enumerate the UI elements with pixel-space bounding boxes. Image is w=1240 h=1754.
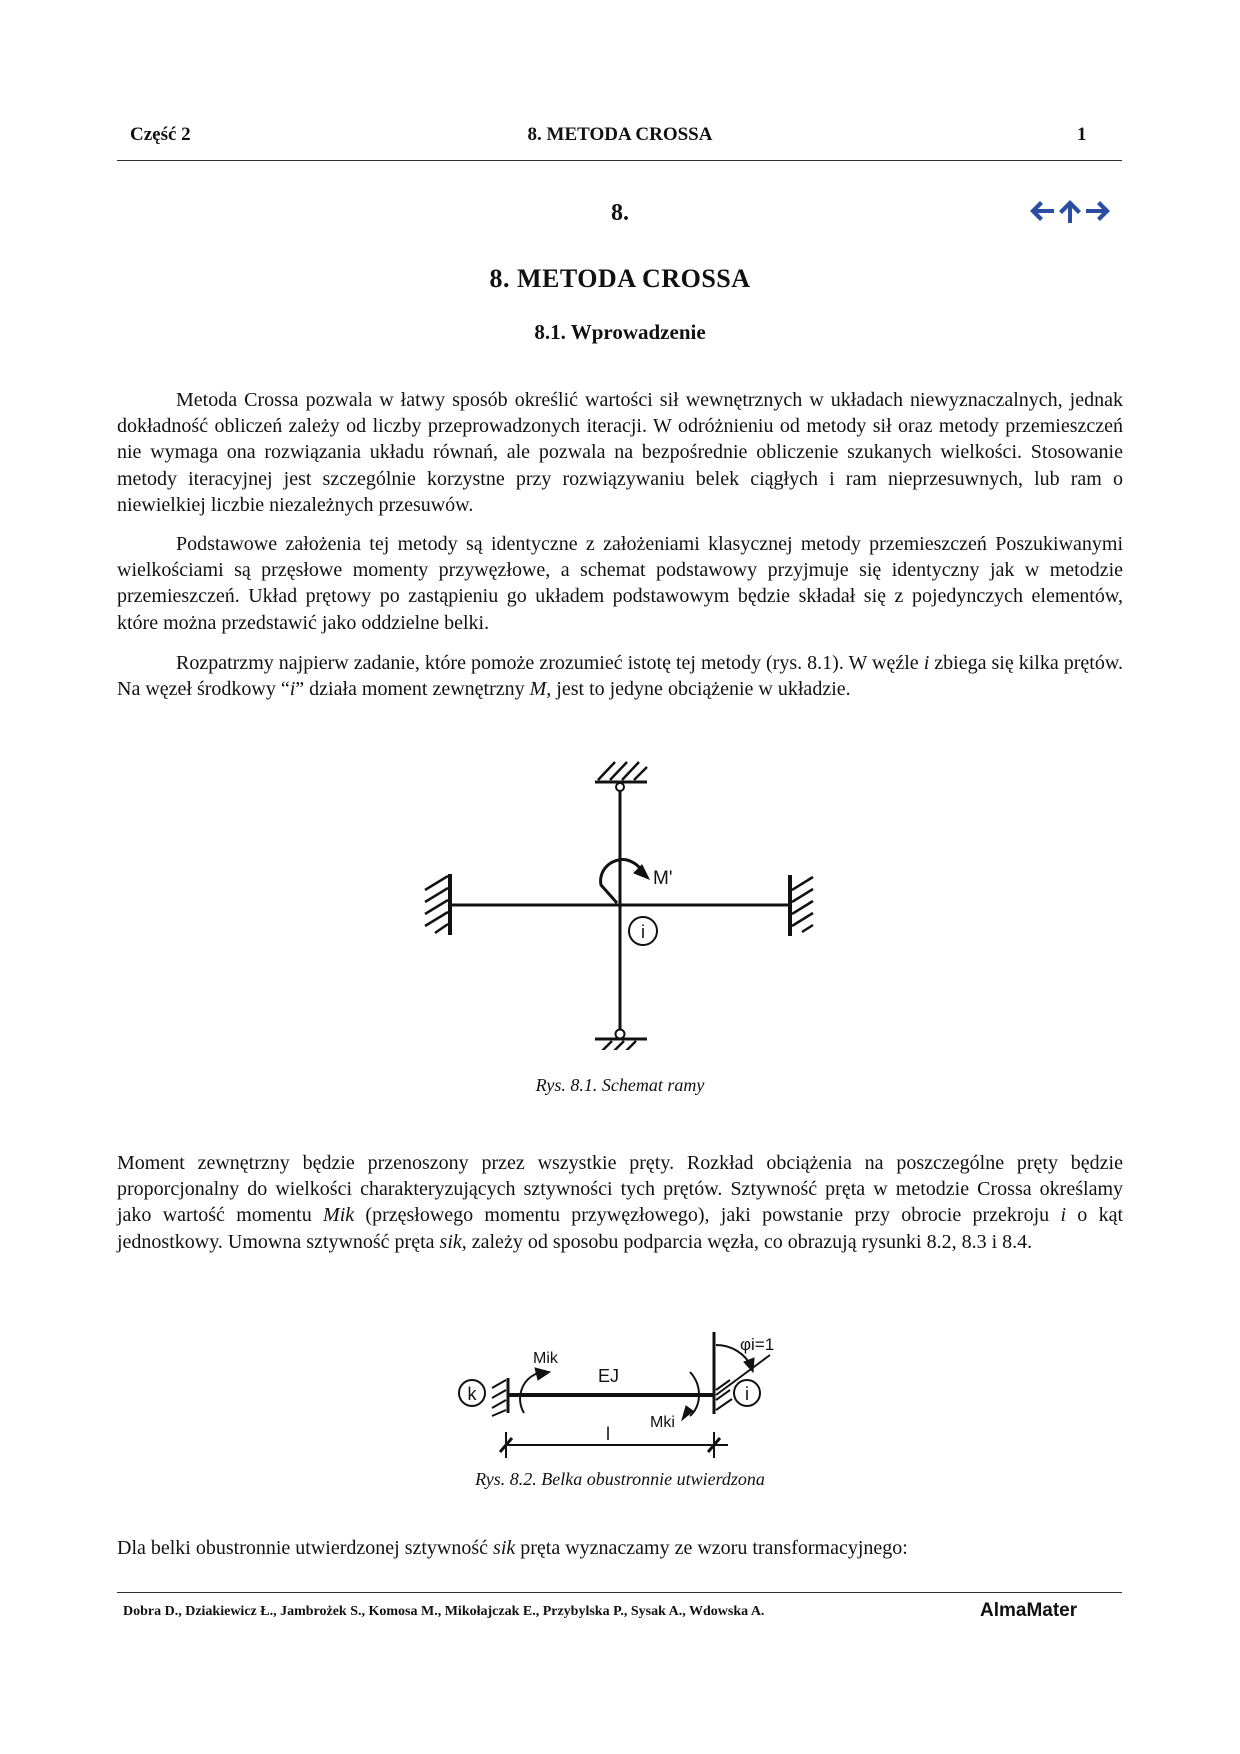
header-chapter-title: 8. METODA CROSSA: [527, 124, 713, 145]
length-label: l: [606, 1424, 610, 1444]
paragraph-stiffness: [117, 1150, 1123, 1255]
figure1-caption: Rys. 8.1. Schemat ramy: [535, 1075, 705, 1095]
text: , zależy od sposobu podparcia węzła, co obrazują rysunki 8.2, 8.3 i 8.4.: [461, 1230, 1033, 1253]
text: Dla belki obustronnie utwierdzonej sztywność: [117, 1537, 494, 1559]
text: pręta wyznaczamy ze wzoru transformacyjnego:: [515, 1537, 908, 1559]
chapter-title: 8. METODA CROSSA: [489, 264, 751, 293]
moment-ki-label: Mki: [650, 1414, 675, 1431]
page-number: 1: [1077, 124, 1087, 145]
paragraph-transform: [117, 1535, 1123, 1561]
footer-brand: AlmaMater: [980, 1600, 1078, 1621]
top-support-hatch: [598, 762, 647, 780]
left-wall-hatch: [425, 876, 448, 933]
symbol-sik: sik: [439, 1230, 462, 1253]
moment-ik-label: Mik: [533, 1350, 558, 1367]
footer-authors: Dobra D., Dziakiewicz Ł., Jambrożek S., Komosa M., Mikołajczak E., Przybylska P., Sysak A., Wdowska A.: [123, 1604, 765, 1619]
paragraph-assumptions: Podstawowe założenia tej metody są identyczne z założeniami klasycznej metody przemieszczeń Poszukiwanymi wielkościami są przęsłowe momenty przywęzłowe, a schemat podstawowy przyjmuje się identyczny jak w metodzie przemieszczeń. Układ prętowy po zastąpieniu go układem podstawowym będzie składał się z pojedynczych elementów, które można przedstawić jako oddzielne belki.: [117, 533, 1123, 634]
section-title: 8.1. Wprowadzenie: [534, 320, 706, 344]
right-wall-hatch: [792, 877, 813, 932]
text: (przęsłowego momentu przywęzłowego), jaki powstanie przy obrocie przekroju: [354, 1204, 1061, 1227]
text: , jest to jedyne obciążenie w układzie.: [546, 678, 851, 701]
figure2-caption: Rys. 8.2. Belka obustronnie utwierdzona: [475, 1469, 765, 1489]
arrow-right-icon[interactable]: [1084, 198, 1112, 224]
symbol-Mik: Mik: [323, 1204, 355, 1227]
rotation-label: φi=1: [740, 1335, 775, 1354]
paragraph-problem: [117, 650, 1123, 702]
symbol-sik: sik: [493, 1537, 516, 1559]
rotated-axis: [716, 1355, 770, 1395]
text: ” działa moment zewnętrzny: [295, 678, 530, 701]
header-divider: [117, 160, 1122, 161]
moment-arrowhead: [634, 865, 649, 879]
node-label: i: [641, 922, 645, 942]
left-wall-hatch: [492, 1380, 506, 1416]
stiffness-label: EJ: [598, 1366, 620, 1386]
header-part: Część 2: [130, 124, 191, 145]
moment-label: M': [653, 868, 673, 889]
chapter-number: 8.: [611, 200, 629, 226]
node-k-label: k: [467, 1384, 477, 1404]
navigation-arrows: [1028, 198, 1112, 224]
arrow-left-icon[interactable]: [1028, 198, 1056, 224]
moment-ki-arrowhead: [682, 1406, 693, 1420]
symbol-i: i: [1060, 1204, 1066, 1227]
text: Rozpatrzmy najpierw zadanie, które pomoże zrozumieć istotę tej metody (rys. 8.1). W węźle: [176, 652, 924, 674]
arrow-up-icon[interactable]: [1056, 198, 1084, 224]
symbol-i: i: [289, 678, 296, 701]
text: o kąt jednostkowy. Umowna sztywność pręta: [117, 1204, 1123, 1253]
symbol-M: M: [529, 678, 547, 701]
moment-ik-arrowhead: [535, 1368, 550, 1380]
top-hinge: [616, 783, 624, 791]
symbol-i: i: [923, 652, 930, 674]
node-i-label: i: [745, 1384, 749, 1404]
figure-fixed-beam: [440, 1310, 780, 1460]
bottom-support-hatch: [595, 1041, 636, 1050]
text: zbiega się kilka prętów. Na węzeł środkowy “: [117, 652, 1123, 701]
text: Moment zewnętrzny będzie przenoszony przez wszystkie pręty. Rozkład obciążenia na poszczególne pręty będzie proporcjonalny do wielkości charakteryzujących sztywności tych prętów. Sztywność pręta w metodzie Crossa określamy jako wartość momentu: [117, 1152, 1123, 1227]
figure-frame-drawing: [420, 740, 820, 1050]
footer-divider: [117, 1592, 1122, 1593]
bottom-hinge: [616, 1030, 625, 1039]
paragraph-intro: Metoda Crossa pozwala w łatwy sposób określić wartości sił wewnętrznych w układach niewyznaczalnych, jednak dokładność obliczeń zależy od liczby przeprowadzonych iteracji. W odróżnieniu od metody sił oraz metody przemieszczeń nie wymaga ona rozwiązania układu równań, ale pozwala na bezpośrednie obliczenie szukanych wielkości. Stosowanie metody iteracyjnej jest szczególnie korzystne przy rozwiązywaniu belek ciągłych i ram nieprzesuwnych, lub ram o niewielkiej liczbie niezależnych przesuwów.: [117, 389, 1123, 516]
